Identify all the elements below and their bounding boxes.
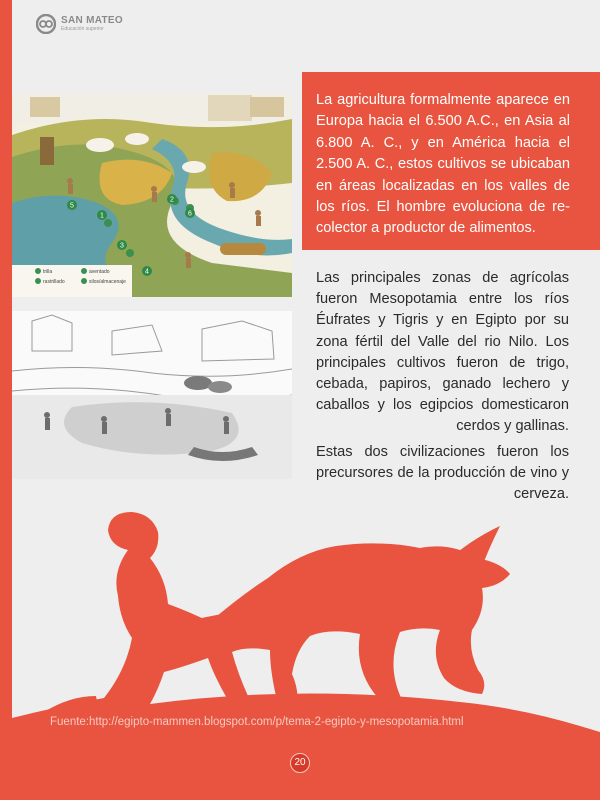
- legend-label: aventado: [89, 269, 110, 275]
- source-citation: Fuente:http://egipto-mammen.blogspot.com/p/tema-2-egipto-y-mesopotamia.html: [50, 716, 464, 728]
- highlight-text-box: La agricultura formalmente aparece en Europa hacia el 6.500 A.C., en Asia al 6.800 A. C., y en América hacia el 2.500 A. C., estos cultivos se ubicaban en áreas localizadas en los valles de los ríos. El hombre evoluciona de re-colector a productor de alimentos.: [302, 72, 600, 250]
- illustration-number-label: 4: [145, 268, 149, 276]
- illustration-number-label: 6: [188, 210, 192, 218]
- body-paragraph: Las principales zonas de agrícolas fueron Mesopotamia entre los ríos Éufrates y Tigris y en Egipto por su zona fértil del Valle del rio Nilo. Los principales cultivos fueron de trigo, cebada, papiros, ganado lechero y caballos y los egipcios domesticaron cerdos y gallinas.: [316, 270, 569, 435]
- egyptian-agriculture-illustration: [12, 93, 292, 297]
- illustration-number-label: 2: [170, 196, 174, 204]
- legend-label: silos/almacenaje: [89, 279, 126, 285]
- legend-label: trilla: [43, 269, 53, 275]
- page-number: 20: [290, 753, 310, 773]
- brand-tagline: Educación superior: [61, 26, 104, 32]
- legend-label: rastrillado: [43, 279, 65, 285]
- body-paragraph: Estas dos civilizaciones fueron los precursores de la producción de vino y cerveza.: [316, 444, 569, 503]
- illustration-number-label: 5: [70, 202, 74, 210]
- logo: [36, 14, 123, 34]
- illustration-number-label: 3: [120, 242, 124, 250]
- illustration-number-label: 1: [100, 212, 104, 220]
- brand-name: SAN MATEO: [61, 15, 123, 26]
- mesopotamian-farming-sketch: [12, 311, 292, 479]
- san-mateo-logo-icon: [36, 14, 56, 34]
